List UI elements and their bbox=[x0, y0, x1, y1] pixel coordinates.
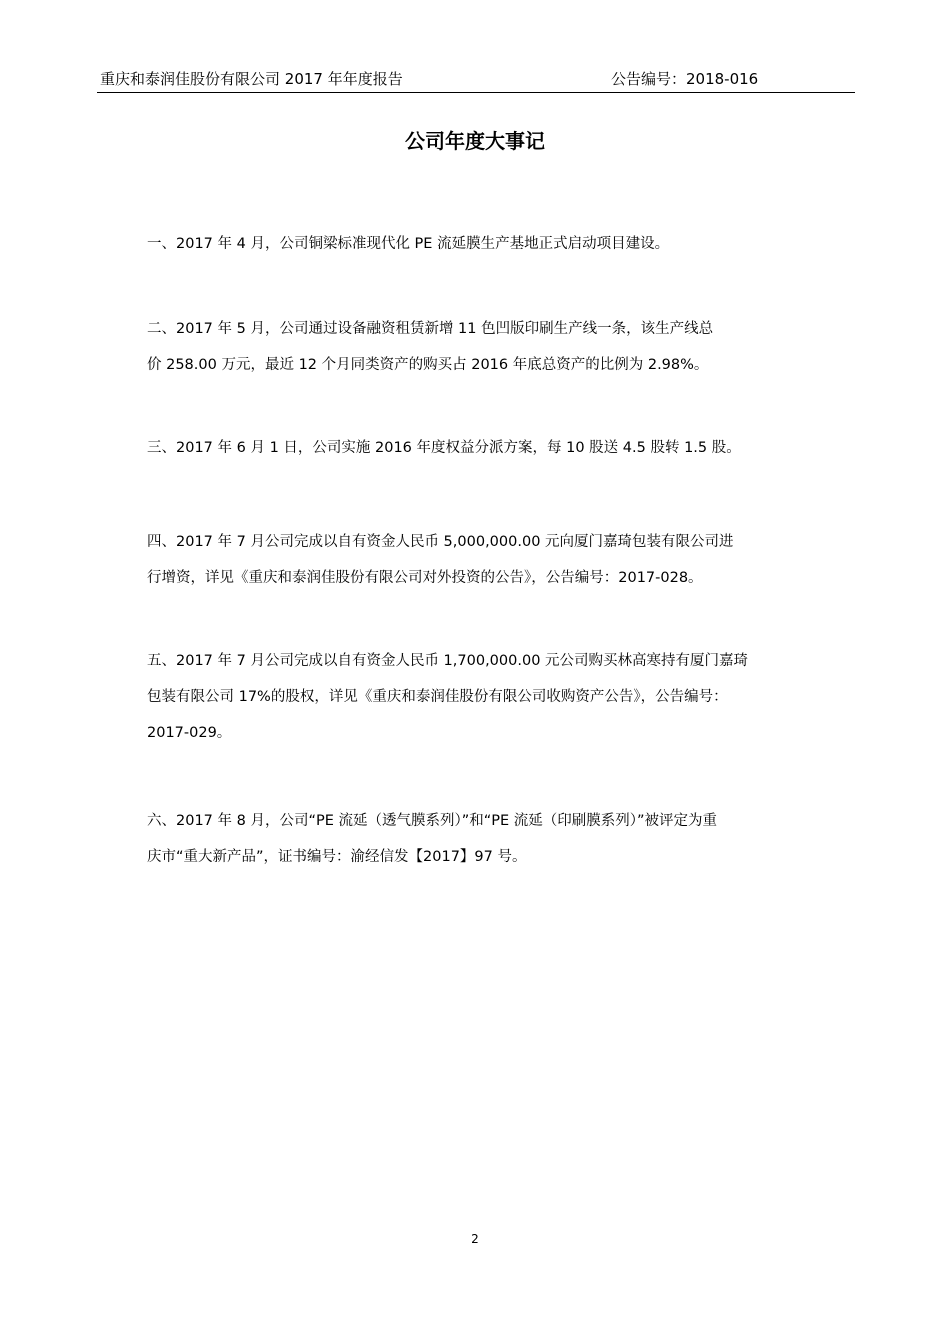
event-item-4-line-1: 四、2017 年 7 月公司完成以自有资金人民币 5,000,000.00 元向厦门嘉琦包装有限公司进 bbox=[147, 534, 734, 550]
page-title: 公司年度大事记 bbox=[405, 129, 545, 153]
report-title-header: 重庆和泰润佳股份有限公司 2017 年年度报告 bbox=[100, 70, 403, 88]
event-item-3 bbox=[147, 430, 807, 466]
event-item-5 bbox=[147, 643, 807, 751]
announcement-number: 公告编号：2018-016 bbox=[611, 70, 759, 88]
event-item-6-line-2: 庆市“重大新产品”，证书编号：渝经信发【2017】97 号。 bbox=[147, 849, 527, 865]
event-item-4-line-2: 行增资，详见《重庆和泰润佳股份有限公司对外投资的公告》，公告编号：2017-028。 bbox=[147, 570, 703, 586]
event-item-1-line-1: 一、2017 年 4 月，公司铜梁标准现代化 PE 流延膜生产基地正式启动项目建设。 bbox=[147, 236, 670, 252]
event-item-5-line-1: 五、2017 年 7 月公司完成以自有资金人民币 1,700,000.00 元公司购买林高寒持有厦门嘉琦 bbox=[147, 653, 749, 669]
event-item-5-line-2: 包装有限公司 17%的股权，详见《重庆和泰润佳股份有限公司收购资产公告》，公告编号： bbox=[147, 689, 728, 705]
event-item-2-line-2: 价 258.00 万元，最近 12 个月同类资产的购买占 2016 年底总资产的比例为 2.98%。 bbox=[147, 357, 709, 373]
event-item-4 bbox=[147, 524, 807, 596]
page-header bbox=[97, 68, 855, 93]
event-item-1 bbox=[147, 226, 807, 262]
event-item-2-line-1: 二、2017 年 5 月，公司通过设备融资租赁新增 11 色凹版印刷生产线一条，该生产线总 bbox=[147, 321, 714, 337]
event-item-2 bbox=[147, 311, 807, 383]
event-item-5-line-3: 2017-029。 bbox=[147, 725, 232, 741]
page-number: 2 bbox=[471, 1232, 479, 1246]
event-item-3-line-1: 三、2017 年 6 月 1 日，公司实施 2016 年度权益分派方案，每 10 股送 4.5 股转 1.5 股。 bbox=[147, 440, 741, 456]
event-item-6 bbox=[147, 803, 807, 875]
event-item-6-line-1: 六、2017 年 8 月，公司“PE 流延（透气膜系列）”和“PE 流延（印刷膜系列）”被评定为重 bbox=[147, 813, 718, 829]
